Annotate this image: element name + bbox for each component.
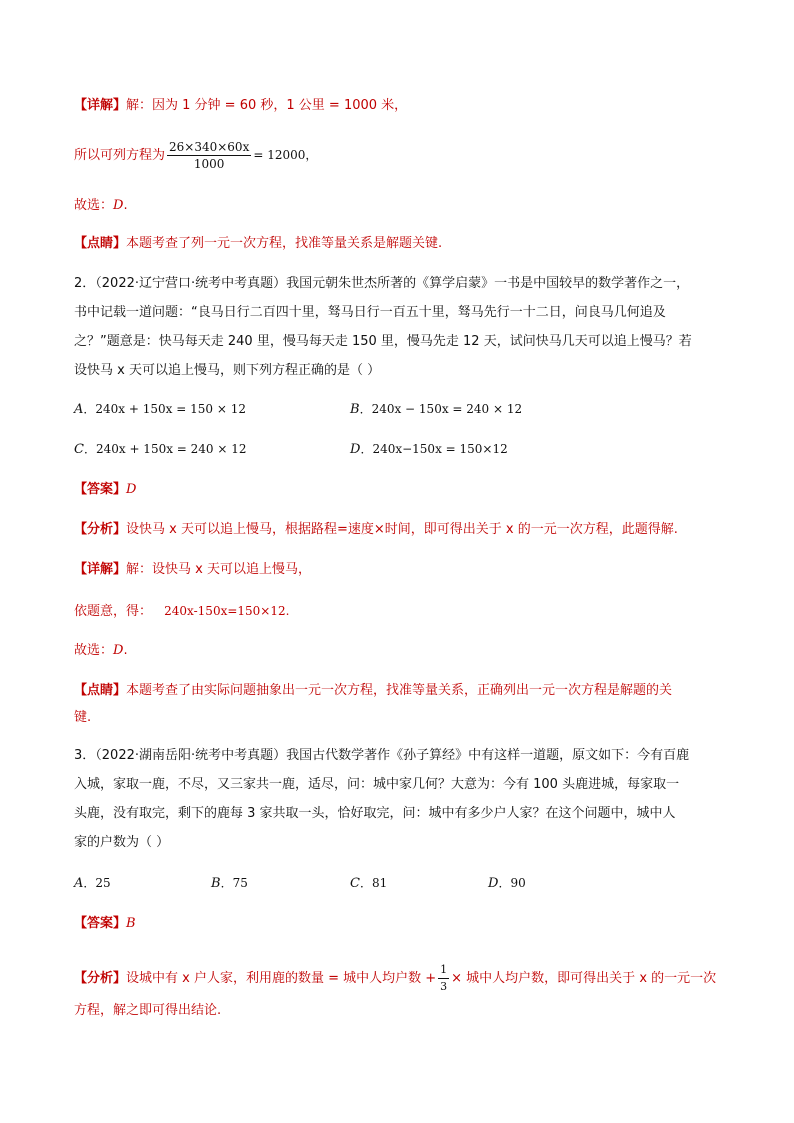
q2-analysis-text: 设快马 x 天可以追上慢马，根据路程=速度×时间，即可得出关于 x 的一元一次方程，此题得解. bbox=[126, 522, 678, 537]
choose-prefix: 故选： bbox=[74, 198, 114, 213]
q2-option-c[interactable] bbox=[74, 439, 247, 460]
q3-stem-line-3: 头鹿，没有取完，剩下的鹿每 3 家共取一头，恰好取完，问：城中有多少户人家？在这个问题中，城中人 bbox=[74, 806, 676, 821]
option-text: ．90 bbox=[498, 876, 526, 890]
q2-detail-equation: 240x-150x=150×12. bbox=[164, 604, 290, 618]
option-text: ．240x − 150x = 240 × 12 bbox=[359, 402, 523, 416]
q3-option-a[interactable] bbox=[74, 873, 111, 894]
choose-letter: D bbox=[113, 643, 124, 658]
option-letter: D bbox=[350, 442, 361, 457]
q2-stem-line-3: 之？”题意是：快马每天走 240 里，慢马每天走 150 里，慢马先走 12 天，试问快马几天可以追上慢马？若 bbox=[74, 334, 692, 349]
q3-analysis-fraction bbox=[438, 962, 449, 995]
option-text: ．240x + 150x = 240 × 12 bbox=[83, 442, 247, 456]
analysis-tag: 【分析】 bbox=[74, 522, 127, 537]
q3-analysis-part-a: 设城中有 x 户人家，利用鹿的数量 = 城中人均户数 + bbox=[126, 971, 437, 986]
option-text: ．240x−150x = 150×12 bbox=[360, 442, 508, 456]
comment-tag: 【点睛】 bbox=[74, 683, 127, 698]
q2-stem-line-1: 2．（2022·辽宁营口·统考中考真题）我国元朝朱世杰所著的《算学启蒙》一书是中国较早的数学著作之一， bbox=[74, 276, 690, 291]
option-text: ．240x + 150x = 150 × 12 bbox=[83, 402, 246, 416]
q2-option-b[interactable] bbox=[350, 399, 522, 420]
q2-comment-line-2: 键. bbox=[74, 710, 92, 725]
q2-option-a[interactable] bbox=[74, 399, 246, 420]
q2-detail-text: 解：设快马 x 天可以追上慢马， bbox=[126, 562, 311, 577]
choose-prefix: 故选： bbox=[74, 643, 114, 658]
q3-analysis-line-2: 方程，解之即可得出结论. bbox=[74, 1003, 222, 1018]
option-letter: C bbox=[350, 876, 360, 891]
q2-analysis-line bbox=[74, 520, 678, 540]
q1-detail-line bbox=[74, 96, 407, 116]
q3-option-c[interactable] bbox=[350, 873, 387, 894]
q3-option-d[interactable] bbox=[488, 873, 526, 894]
fraction-denominator: 1000 bbox=[193, 157, 225, 171]
detail-tag: 【详解】 bbox=[74, 98, 127, 113]
q1-equation-line bbox=[74, 138, 317, 173]
q1-comment-line bbox=[74, 234, 442, 254]
q3-analysis-line-1 bbox=[74, 962, 716, 996]
answer-tag: 【答案】 bbox=[74, 916, 127, 931]
q2-stem-line-4: 设快马 x 天可以追上慢马，则下列方程正确的是（ ） bbox=[74, 363, 381, 378]
answer-tag: 【答案】 bbox=[74, 482, 127, 497]
choose-suffix: . bbox=[123, 198, 128, 213]
q2-detail-equation-line bbox=[74, 601, 289, 622]
q3-answer-line bbox=[74, 914, 136, 934]
option-text: ．75 bbox=[220, 876, 248, 890]
option-text: ．25 bbox=[83, 876, 111, 890]
q3-stem-line-4: 家的户数为（ ） bbox=[74, 835, 170, 850]
q1-equation-rhs: = 12000， bbox=[253, 148, 318, 162]
choose-letter: D bbox=[113, 198, 124, 213]
fraction-numerator: 26×340×60x bbox=[169, 140, 250, 154]
q3-option-b[interactable] bbox=[211, 873, 248, 894]
option-letter: A bbox=[74, 402, 84, 417]
option-letter: A bbox=[74, 876, 84, 891]
q2-choose-line bbox=[74, 641, 128, 661]
q1-detail-text: 解：因为 1 分钟 = 60 秒，1 公里 = 1000 米， bbox=[126, 98, 408, 113]
q1-comment-text: 本题考查了列一元一次方程，找准等量关系是解题关键. bbox=[126, 236, 443, 251]
option-text: ．81 bbox=[359, 876, 388, 890]
q3-analysis-part-b: × 城中人均户数，即可得出关于 x 的一元一次 bbox=[451, 971, 717, 986]
q2-comment-text-1: 本题考查了由实际问题抽象出一元一次方程，找准等量关系，正确列出一元一次方程是解题的关 bbox=[126, 683, 673, 698]
q3-stem-line-2: 入城，家取一鹿，不尽，又三家共一鹿，适尽，问：城中家几何？大意为：今有 100 头鹿进城，每家取一 bbox=[74, 777, 680, 792]
q1-equation-prefix: 所以可列方程为 bbox=[74, 148, 166, 163]
q1-equation-fraction bbox=[167, 139, 251, 172]
q2-detail-eq-prefix: 依题意，得： bbox=[74, 604, 153, 619]
option-letter: D bbox=[488, 876, 499, 891]
comment-tag: 【点睛】 bbox=[74, 236, 127, 251]
q2-stem-line-2: 书中记载一道问题：“良马日行二百四十里，驽马日行一百五十里，驽马先行一十二日，问良马几何追及 bbox=[74, 305, 666, 320]
detail-tag: 【详解】 bbox=[74, 562, 127, 577]
q2-answer: D bbox=[126, 482, 137, 497]
option-letter: C bbox=[74, 442, 84, 457]
q3-stem-line-1: 3．（2022·湖南岳阳·统考中考真题）我国古代数学著作《孙子算经》中有这样一道题，原文如下：今有百鹿 bbox=[74, 748, 690, 763]
q2-comment-line-1 bbox=[74, 681, 672, 701]
choose-suffix: . bbox=[123, 643, 128, 658]
q3-answer: B bbox=[126, 916, 136, 931]
analysis-tag: 【分析】 bbox=[74, 971, 127, 986]
option-letter: B bbox=[211, 876, 221, 891]
q2-option-d[interactable] bbox=[350, 439, 508, 460]
q2-detail-line bbox=[74, 560, 311, 580]
q2-answer-line bbox=[74, 480, 136, 500]
q1-choose-line bbox=[74, 196, 128, 216]
fraction-denominator: 3 bbox=[440, 980, 448, 993]
fraction-numerator: 1 bbox=[438, 962, 449, 979]
option-letter: B bbox=[350, 402, 360, 417]
